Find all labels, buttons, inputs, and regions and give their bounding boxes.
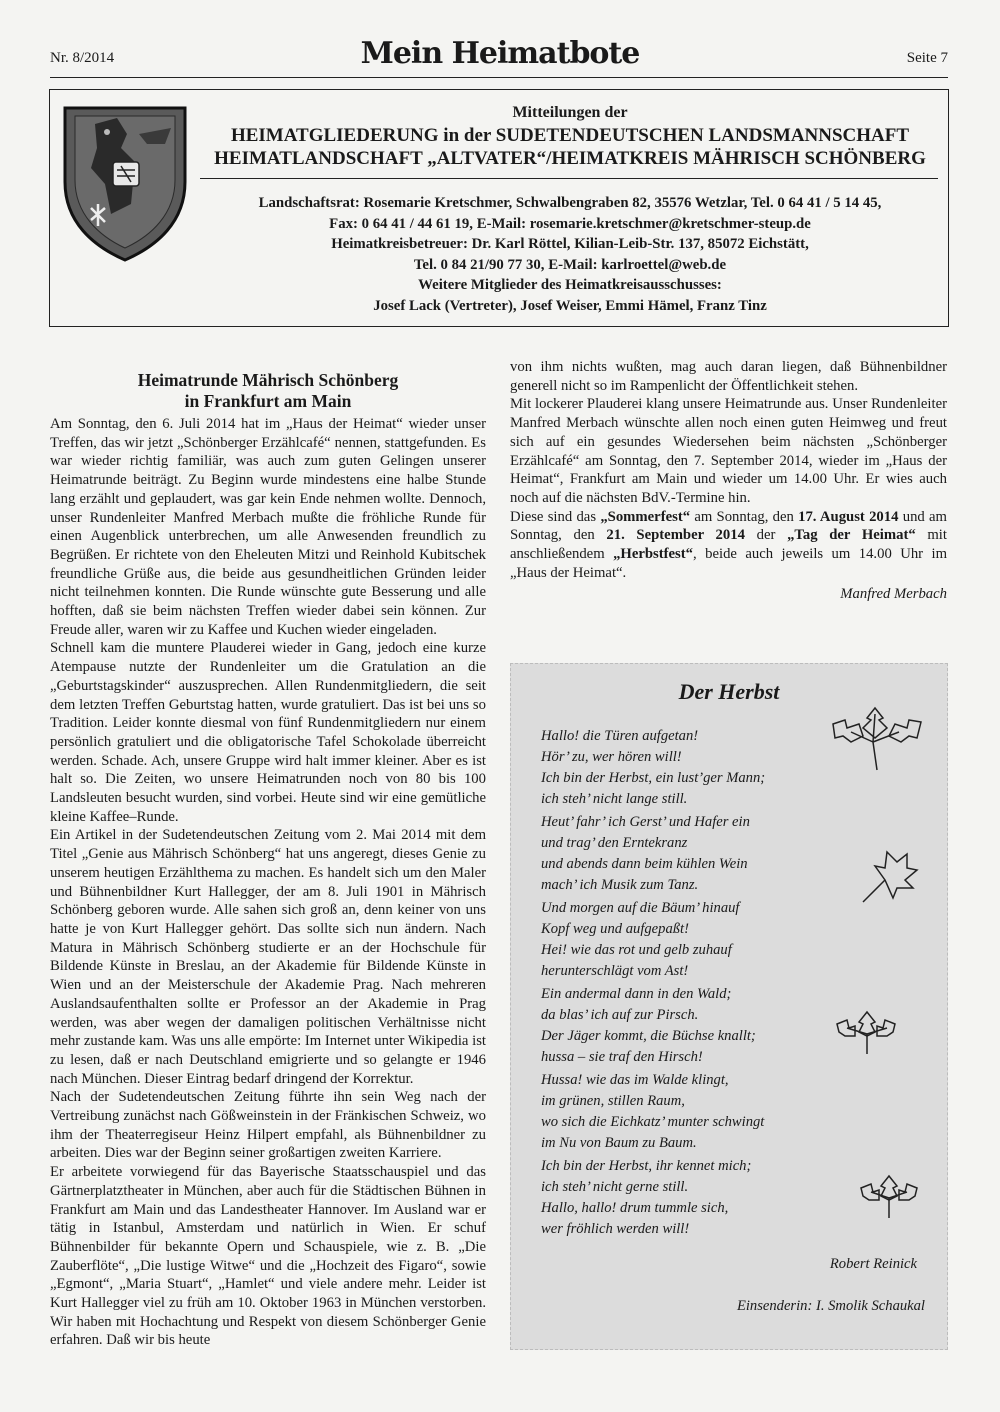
leaf-icon xyxy=(833,1008,899,1058)
poem-line: und trag’ den Erntekranz xyxy=(541,835,688,851)
event-dates-paragraph xyxy=(510,508,947,583)
poem-line: Hei! wie das rot und gelb zuhauf xyxy=(541,942,732,958)
article-paragraph: Schnell kam die muntere Plauderei wieder in Gang, jedoch eine kurze Atempause nutzte der Rundenleiter um die Gratulation an die „Geburtstagskinder“ auszusprechen. Allen Rundenmitgliedern, die seit dem letzten Treffen Geburtstag hatten, wurde gratuliert. Das ist bei uns so Tradition. Leider konnte diesmal von fünf Rundenmitgliedern nur einem persönlich gratuliert und die obligatorische Tafel Schokolade überreicht werden. Schade. Ach, unsere Gruppe wird halt immer kleiner. Aber es ist halt so. Die Zeiten, wo unsere Heimatrunden noch von 80 bis 100 Landsleuten besucht wurden, sind vorbei. Heute sind wir eine gemütliche kleine Kaffee–Runde. xyxy=(50,640,486,825)
contact-line: Heimatkreisbetreuer: Dr. Karl Röttel, Kilian-Leib-Str. 137, 85072 Eichstätt, xyxy=(331,236,809,252)
text-run: der xyxy=(744,527,788,544)
poem-line: mach’ ich Musik zum Tanz. xyxy=(541,877,699,893)
text-run: Diese sind das xyxy=(510,508,601,525)
article-paragraph: Mit lockerer Plauderei klang unsere Heimatrunde aus. Unser Rundenleiter Manfred Merbach wünschte allen noch einen guten Heimweg und freut sich auf ein gesundes Wiedersehen beim nächsten „Schönberger Erzählcafé“ am Sonntag, den 7. September 2014, wieder im „Haus der Heimat“, Frankfurt am Main und wieder um 14.00 Uhr. Er wies auch noch auf die nächsten BdV.-Termine hin. xyxy=(510,396,947,506)
poem-line: ich steh’ nicht lange still. xyxy=(541,791,688,807)
poem-line: Kopf weg und aufgepaßt! xyxy=(541,921,689,937)
issue-number: Nr. 8/2014 xyxy=(50,50,115,66)
poem-line: und abends dann beim kühlen Wein xyxy=(541,856,748,872)
heimat-day-date: 21. September 2014 xyxy=(606,527,745,544)
poem-line: ich steh’ nicht gerne still. xyxy=(541,1179,689,1195)
poem-line: Hallo! die Türen aufgetan! xyxy=(541,728,699,744)
leaf-icon xyxy=(855,846,921,906)
text-run: , beide auch jeweils um 14.00 Uhr im „Haus der Heimat“. xyxy=(510,546,948,581)
poem-line: Der Jäger kommt, die Büchse knallt; xyxy=(541,1028,756,1044)
article-author: Manfred Merbach xyxy=(840,586,947,603)
poem-stanza xyxy=(541,812,750,896)
contact-line: Tel. 0 84 21/90 77 30, E-Mail: karlroettel@web.de xyxy=(413,256,727,273)
poem-stanza xyxy=(541,898,739,982)
page-number: Seite 7 xyxy=(906,50,948,66)
poem-line: Ich bin der Herbst, ein lust’ger Mann; xyxy=(541,770,766,786)
summer-fest-date: 17. August 2014 xyxy=(798,508,899,525)
organization-line-1: HEIMATGLIEDERUNG in der SUDETENDEUTSCHEN LANDSMANNSCHAFT xyxy=(230,125,910,146)
contact-line: Josef Lack (Vertreter), Josef Weiser, Emmi Hämel, Franz Tinz xyxy=(373,297,767,314)
article-paragraph: Nach der Sudetendeutschen Zeitung führte ihn sein Weg nach der Vertreibung zunächst nach Gößweinstein in der Fränkischen Schweiz, wo ihm der Theaterregiseur Heinz Hilpert empfahl, als Bühnenbildner zu arbeiten. Dies war der Beginn seiner großartigen zweiten Karriere. xyxy=(50,1089,486,1162)
summer-fest-name: „Sommerfest“ xyxy=(600,508,691,525)
article-paragraph: von ihm nichts wußten, mag auch daran liegen, daß Bühnenbildner generell nicht so im Rampenlicht der Öffentlichkeit stehen. xyxy=(510,359,947,394)
contact-line: Fax: 0 64 41 / 44 61 19, E-Mail: rosemarie.kretschmer@kretschmer-steup.de xyxy=(329,215,811,232)
text-run: am Sonntag, den xyxy=(690,508,799,525)
announcement-box xyxy=(49,89,949,327)
coat-of-arms-icon xyxy=(61,104,189,264)
article-right-column xyxy=(510,358,947,603)
leaf-icon xyxy=(859,1172,919,1222)
poem-line: Heut’ fahr’ ich Gerst’ und Hafer ein xyxy=(541,814,750,830)
poem-author: Robert Reinick xyxy=(829,1256,917,1272)
poem-line: wer fröhlich werden will! xyxy=(541,1221,690,1237)
poem-line: herunterschlägt vom Ast! xyxy=(541,963,689,979)
poem-line: im Nu von Baum zu Baum. xyxy=(541,1135,697,1151)
poem-line: wo sich die Eichkatz’ munter schwingt xyxy=(541,1114,765,1130)
poem-line: Und morgen auf die Bäum’ hinauf xyxy=(541,900,740,916)
article-paragraph: Er arbeitete vorwiegend für das Bayerische Staatsschauspiel und das Gärtnerplatztheater in München, aber auch für die Städtischen Bühnen in Frankfurt am Main und das Landestheater Hannover. Im Ausland war er tätig in Istanbul, Amsterdam und natürlich in Wien. Er schuf Bühnenbilder für bekannte Opern und Schauspiele, wie z. B. „Die Zauberflöte“, „Die lustige Witwe“ und die „Hochzeit des Figaro“, sowie „Egmont“, „Maria Stuart“, „Hamlet“ und viele andere mehr. Leider ist Kurt Hallegger viel zu früh am 10. Oktober 1963 in München verstorben. Wir haben mit Hochachtung und Respekt von diesem Schönberger Genie erfahren. Daß wir bis heute xyxy=(50,1164,486,1349)
poem-box xyxy=(510,663,948,1350)
poem-stanza xyxy=(541,1156,751,1240)
organization-line-2: HEIMATLANDSCHAFT „ALTVATER“/HEIMATKREIS MÄHRISCH SCHÖNBERG xyxy=(214,148,926,169)
article-title-line-2: in Frankfurt am Main xyxy=(184,391,352,411)
poem-line: Hör’ zu, wer hören will! xyxy=(541,749,682,765)
announcement-intro: Mitteilungen der xyxy=(512,104,628,121)
heimat-day-name: „Tag der Heimat“ xyxy=(787,527,916,544)
poem-stanza xyxy=(541,984,756,1068)
article-left-column xyxy=(50,370,486,1350)
contact-line: Weitere Mitglieder des Heimatkreisausschusses: xyxy=(418,277,722,293)
article-paragraph: Ein Artikel in der Sudetendeutschen Zeitung vom 2. Mai 2014 mit dem Titel „Genie aus Mährisch Schönberg“ hat uns angeregt, dieses Genie zu unserem heutigen Erzählthema zu machen. Es handelt sich um den Maler und Bühnenbildner Kurt Hallegger, der am 8. Juli 1901 in Mährisch Schönberg geboren wurde. Alle sahen sich groß an, denn keiner von uns hatte je von Kurt Hallegger gehört. Das sollte sich nun ändern. Nach Matura in Mährisch Schönberg studierte er an der Hochschule für Bildende Künste in Breslau, an der Akademie für Bildende Künste in Wien und an der Meisterschule der Akademie Prag. Nach mehreren Auslandsaufenthalten sollte er Professor an der Akademie in Prag werden, was aber wegen der damaligen politischen Verhältnisse nicht mehr zustande kam. Was uns alle empörte: Im Internet unter Wikipedia ist zu lesen, daß er nach Deutschland emigrierte und so gelangte er 1946 nach München. Dieser Eintrag bedarf dringend der Korrektur. xyxy=(50,827,486,1087)
poem-line: hussa – sie traf den Hirsch! xyxy=(541,1049,703,1065)
poem-line: im grünen, stillen Raum, xyxy=(541,1093,685,1109)
announcement-divider xyxy=(200,178,938,179)
poem-stanza xyxy=(541,1070,764,1154)
article-body-continued xyxy=(510,358,947,582)
text-run: und am Sonntag, den xyxy=(510,508,947,544)
poem-line: Ein andermal dann in den Wald; xyxy=(541,986,732,1002)
poem-stanza xyxy=(541,726,765,810)
poem-line: da blas’ ich auf zur Pirsch. xyxy=(541,1007,699,1023)
contact-line: Landschaftsrat: Rosemarie Kretschmer, Schwalbengraben 82, 35576 Wetzlar, Tel. 0 64 41 / 5 14 45, xyxy=(258,195,882,211)
text-run: mit anschließendem xyxy=(510,527,947,563)
contact-block xyxy=(200,193,940,316)
article-title-line-1: Heimatrunde Mährisch Schönberg xyxy=(137,370,399,390)
article-paragraph: Am Sonntag, den 6. Juli 2014 hat im „Haus der Heimat“ wieder unser Treffen, das wir jetzt „Schönberger Erzählcafé“ nennen, stattgefunden. Es war wieder richtig familiär, was auch zum guten Gelingen unserer Heimatrunde beiträgt. Zu Beginn wurde mindestens eine halbe Stunde lang erzählt und geplaudert, was gar kein Ende nehmen wollte. Dennoch, unser Rundenleiter Manfred Merbach mußte die fröhliche Runde für einen Augenblick unterbrechen, um alle Anwesenden freundlich zu Begrüßen. Er richtete von den Eheleuten Mitzi und Reinhold Kubitschek freundliche Grüße aus, die beide aus gesundheitlichen Gründen leider nicht teilnehmen konnten. Die Runde wünschte gute Besserung und alle hofften, daß sie beim nächsten Treffen wieder dabei sein können. Zur Freude aller, waren wir zu Kaffee und Kuchen wieder eingeladen. xyxy=(50,416,486,638)
poem-line: Ich bin der Herbst, ihr kennet mich; xyxy=(541,1158,752,1174)
header-divider xyxy=(50,77,948,78)
leaf-icon xyxy=(829,702,925,774)
poem-submitter: Einsenderin: I. Smolik Schaukal xyxy=(736,1298,925,1314)
poem-line: Hussa! wie das im Walde klingt, xyxy=(541,1072,729,1088)
article-body xyxy=(50,415,486,1350)
masthead-title: Mein Heimatbote xyxy=(360,36,640,71)
autumn-fest-name: „Herbstfest“ xyxy=(613,546,694,563)
poem-line: Hallo, hallo! drum tummle sich, xyxy=(541,1200,729,1216)
poem-title: Der Herbst xyxy=(678,679,780,704)
